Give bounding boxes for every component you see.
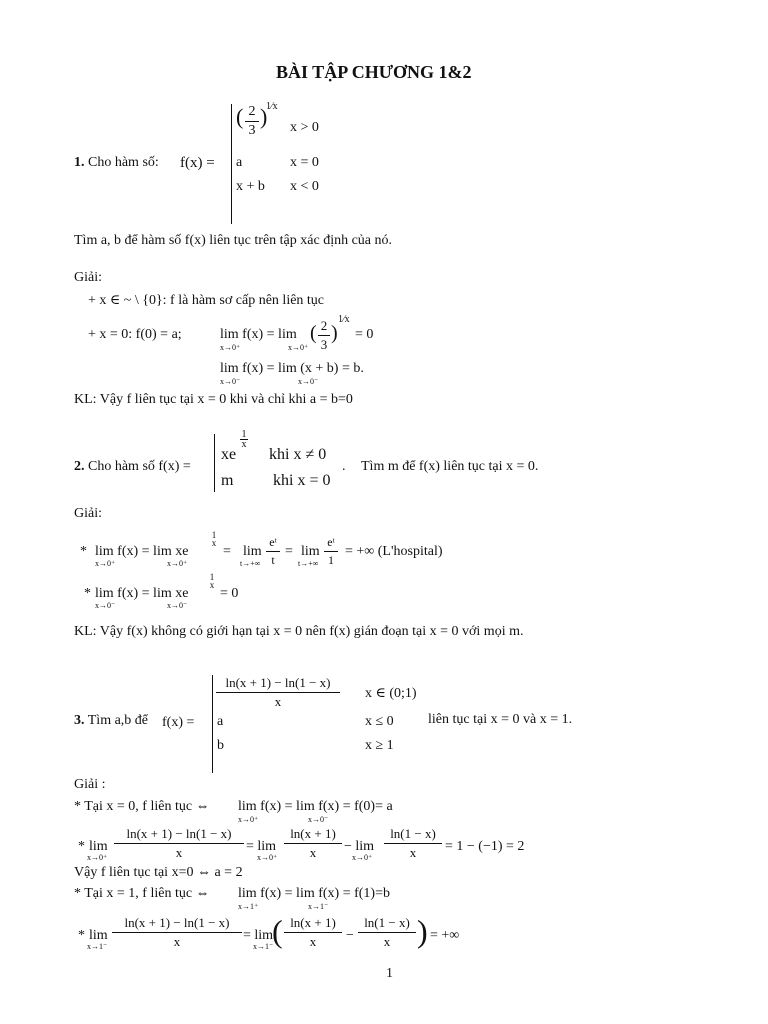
problem-2-cond-1: khi x ≠ 0 (269, 446, 327, 463)
problem-3-step-5-sub-1: x→1⁻ (87, 942, 108, 951)
problem-1-value-2: a (236, 155, 243, 170)
fraction-numerator: ln(x + 1) − ln(1 − x) (225, 675, 331, 690)
fraction-numerator: 2 (248, 104, 256, 119)
problem-2-solution-label: Giải: (74, 506, 102, 521)
problem-2-line-1-eq: = (223, 544, 231, 559)
fraction-numerator: ln(1 − x) (364, 915, 410, 930)
step-1-text: : f là hàm sơ cấp nên liên tục (162, 293, 325, 308)
problem-2-conclusion: KL: Vậy f(x) không có giới hạn tại x = 0 nên f(x) gián đoạn tại x = 0 với mọi m. (74, 624, 524, 639)
fraction-denominator: 3 (248, 123, 256, 138)
problem-1-exponent: 1⁄x (266, 101, 278, 112)
problem-1-cond-2: x = 0 (290, 155, 319, 170)
problem-3-step-5-fraction-1 (112, 915, 242, 950)
problem-3-step-5-fraction-2 (284, 915, 342, 950)
fraction-denominator: x (409, 845, 417, 860)
problem-1-limit-left-sub-2: x→0⁻ (298, 377, 319, 386)
problem-1-conclusion: KL: Vậy f liên tục tại x = 0 khi và chỉ khi a = b=0 (74, 392, 353, 407)
problem-3-step-2-sub-2: x→0⁺ (257, 853, 278, 862)
problem-2-line-1-exponent (211, 531, 217, 547)
problem-2-value-2: m (221, 472, 234, 489)
problem-3-step-2-sub-3: x→0⁺ (352, 853, 373, 862)
problem-3-step-4-math: lim f(x) = lim f(x) = f(1)=b (238, 886, 390, 901)
problem-1-value-3: x + b (236, 179, 265, 194)
problem-1-task: Tìm a, b để hàm số f(x) liên tục trên tập xác định của nó. (74, 233, 393, 248)
fraction-numerator: ln(x + 1) (290, 915, 336, 930)
problem-1-solution-label: Giải: (74, 270, 102, 285)
problem-3-step-5-star: * (78, 928, 85, 943)
problem-2-cond-2: khi x = 0 (273, 472, 331, 489)
fraction-bar (245, 121, 259, 122)
problem-3-step-4: * Tại x = 1, f liên tục ⇔ (74, 886, 210, 901)
fraction-denominator: x (309, 934, 317, 949)
exponent-denominator: x (211, 538, 217, 548)
problem-2-line-1-sub-3: t→+∞ (240, 559, 261, 568)
problem-2-line-2-result: = 0 (220, 586, 239, 601)
problem-3-cond-1: x ∈ (0;1) (365, 686, 417, 701)
problem-1-function-name: f(x) = (180, 155, 215, 171)
problem-3-step-2-fraction-2 (284, 826, 342, 861)
fraction-bar (216, 692, 340, 693)
fraction-numerator: 2 (320, 318, 328, 333)
problem-3-step-5-eq: = lim (243, 928, 274, 943)
problem-1-limit-right-sub-1: x→0⁺ (220, 343, 241, 352)
fraction-bar (112, 932, 242, 933)
fraction-bar (358, 932, 416, 933)
problem-2-exponent (240, 430, 248, 449)
problem-3-intro (74, 713, 148, 729)
problem-3-step-4-sub-2: x→1⁻ (308, 902, 329, 911)
fraction-bar (324, 551, 338, 552)
problem-3-step-2-fraction-1 (114, 826, 244, 861)
problem-1-paren-close: ) (260, 104, 268, 129)
problem-3-step-1-math: lim f(x) = lim f(x) = f(0)= a (238, 799, 393, 814)
problem-1-limit-left: lim f(x) = lim (x + b) = b. (220, 361, 364, 376)
problem-3-step-2-minus: − lim (344, 839, 375, 854)
problem-2-line-2-sub-2: x→0⁻ (167, 601, 188, 610)
fraction-denominator: 1 (328, 553, 334, 567)
problem-3-solution-label: Giải : (74, 777, 106, 792)
problem-3-intro-text: Tìm a,b để (87, 713, 149, 728)
problem-3-step-3: Vậy f liên tục tại x=0 ⇔ a = 2 (74, 865, 243, 880)
problem-3-step-1: * Tại x = 0, f liên tục ⇔ (74, 799, 210, 814)
problem-1-paren-open: ( (236, 104, 244, 129)
fraction-numerator: eᵗ (269, 535, 277, 549)
fraction-denominator: x (274, 694, 282, 709)
problem-2-line-1-lim-t: lim (243, 544, 262, 559)
problem-3-step-2-fraction-3 (384, 826, 442, 861)
problem-2-task: Tìm m để f(x) liên tục tại x = 0. (361, 459, 539, 474)
problem-1-number: 1. (74, 155, 85, 170)
problem-2-line-1-fraction-2 (324, 535, 338, 568)
exponent-numerator: 1 (241, 429, 247, 440)
problem-2-dot: . (342, 459, 346, 474)
problem-3-step-2-eq: = lim (246, 839, 277, 854)
fraction-numerator: ln(x + 1) − ln(1 − x) (126, 826, 232, 841)
problem-2-line-2-exponent (209, 573, 215, 589)
problem-2-line-2-star: * (84, 586, 91, 601)
problem-2-line-1-eq-2: = (285, 544, 293, 559)
problem-2-intro (74, 459, 191, 475)
problem-3-step-5-result: = +∞ (430, 928, 460, 943)
problem-2-line-2-sub-1: x→0⁻ (95, 601, 116, 610)
problem-1-limit-right: lim f(x) = lim (220, 327, 297, 342)
problem-3-number: 3. (74, 713, 85, 728)
problem-2-line-1-limit: lim f(x) = lim xe (95, 544, 189, 559)
problem-3-step-2-lim: lim (89, 839, 108, 854)
problem-1-limit-paren-close: ) (331, 322, 338, 344)
problem-1-cond-1: x > 0 (290, 120, 319, 135)
problem-1-cond-3: x < 0 (290, 179, 319, 194)
fraction-bar (284, 932, 342, 933)
fraction-denominator: x (383, 934, 391, 949)
problem-3-fraction (216, 675, 340, 710)
problem-2-line-1-sub-1: x→0⁺ (95, 559, 116, 568)
problem-1-limit-right-sub-2: x→0⁺ (288, 343, 309, 352)
problem-2-line-1-result: = +∞ (L'hospital) (345, 544, 443, 559)
problem-3-step-5-lim: lim (89, 928, 108, 943)
fraction-denominator: t (271, 553, 275, 567)
problem-2-line-1-star: * (80, 544, 87, 559)
fraction-denominator: x (175, 845, 183, 860)
problem-1-step-2: + x = 0: f(0) = a; (88, 327, 182, 342)
problem-1-intro (74, 155, 159, 171)
step-1-set: ~ \ {0} (123, 293, 163, 308)
problem-3-step-5-minus: − (346, 928, 354, 943)
fraction-numerator: ln(1 − x) (390, 826, 436, 841)
problem-2-line-1-lim-t-2: lim (301, 544, 320, 559)
problem-3-brace (212, 675, 213, 773)
exponent-denominator: x (209, 580, 215, 590)
problem-1-intro-text: Cho hàm số: (88, 155, 159, 170)
fraction-numerator: ln(x + 1) − ln(1 − x) (124, 915, 230, 930)
problem-2-line-1-sub-4: t→+∞ (298, 559, 319, 568)
problem-2-number: 2. (74, 459, 85, 474)
fraction-numerator: ln(x + 1) (290, 826, 336, 841)
problem-3-function-name: f(x) = (162, 715, 195, 730)
fraction-numerator: eᵗ (327, 535, 335, 549)
fraction-denominator: 3 (320, 337, 328, 352)
problem-3-step-4-sub-1: x→1⁺ (238, 902, 259, 911)
problem-3-value-2: a (217, 714, 224, 729)
page-number: 1 (386, 966, 393, 981)
problem-3-cond-3: x ≥ 1 (365, 738, 394, 753)
fraction-denominator: x (173, 934, 181, 949)
fraction-bar (318, 335, 330, 336)
problem-1-limit-exponent: 1⁄x (338, 314, 350, 325)
problem-1-step-1 (88, 292, 324, 309)
problem-2-intro-text: Cho hàm số f(x) = (88, 459, 191, 474)
problem-3-step-5-sub-2: x→1⁻ (253, 942, 274, 951)
exponent-numerator: 1 (211, 530, 217, 540)
problem-1-limit-fraction (318, 318, 330, 353)
problem-2-line-1-sub-2: x→0⁺ (167, 559, 188, 568)
problem-3-cond-2: x ≤ 0 (365, 714, 394, 729)
fraction-bar (114, 843, 244, 844)
problem-1-limit-paren-open: ( (310, 322, 317, 344)
problem-3-step-5-fraction-3 (358, 915, 416, 950)
problem-2-brace (214, 434, 215, 492)
problem-3-step-2-result: = 1 − (−1) = 2 (445, 839, 525, 854)
problem-3-step-2-star: * (78, 839, 85, 854)
fraction-bar (284, 843, 342, 844)
problem-3-task: liên tục tại x = 0 và x = 1. (428, 712, 573, 727)
fraction-bar (384, 843, 442, 844)
problem-2-line-2-limit: lim f(x) = lim xe (95, 586, 189, 601)
problem-2-value-1: xe (221, 446, 237, 463)
problem-3-step-5-paren-close: ) (417, 913, 428, 949)
problem-3-step-5-paren-open: ( (272, 913, 283, 949)
problem-2-line-1-fraction-1 (266, 535, 280, 568)
exponent-denominator: x (241, 439, 247, 450)
fraction-bar (266, 551, 280, 552)
problem-1-limit-result: = 0 (355, 327, 374, 342)
problem-3-step-1-sub-2: x→0⁻ (308, 815, 329, 824)
problem-3-value-3: b (217, 738, 224, 753)
problem-1-fraction-2-3 (245, 104, 259, 139)
page-title: BÀI TẬP CHƯƠNG 1&2 (276, 62, 472, 82)
problem-1-brace (231, 104, 232, 224)
fraction-denominator: x (309, 845, 317, 860)
problem-3-step-2-sub-1: x→0⁺ (87, 853, 108, 862)
exponent-numerator: 1 (209, 572, 215, 582)
problem-3-step-1-sub-1: x→0⁺ (238, 815, 259, 824)
step-1-prefix: + x ∈ (88, 293, 124, 308)
problem-1-limit-left-sub-1: x→0⁻ (220, 377, 241, 386)
